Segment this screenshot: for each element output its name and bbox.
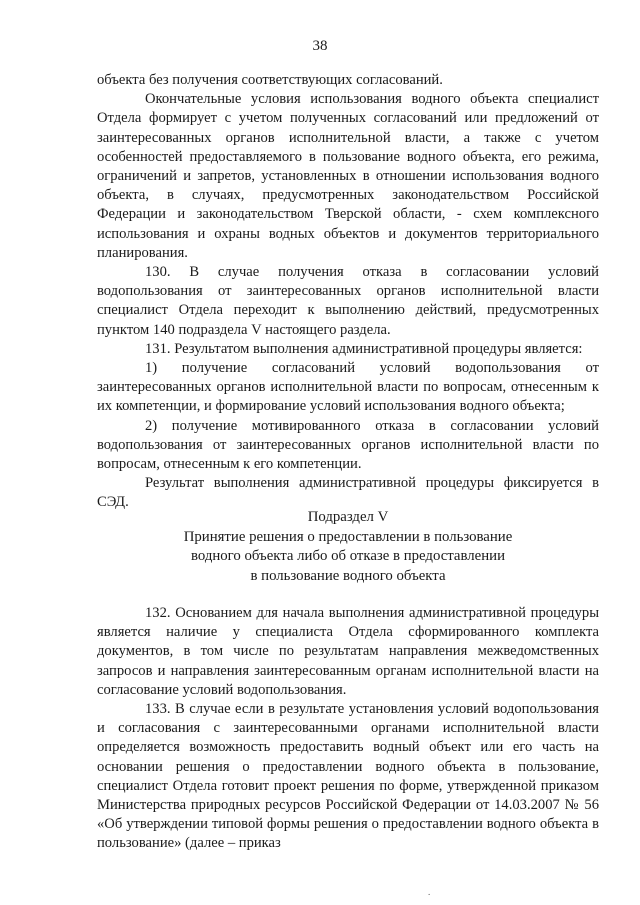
text-block-bottom [97, 604, 599, 854]
paragraph: 133. В случае если в результате установления условий водопользования и согласования с заинтересованными органами исполнительной власти определяется возможность предоставить водный объект или его часть на основании решения о предоставлении водного объекта в пользование, специалист Отдела готовит проект решения по форме, утвержденной приказом Министерства природных ресурсов Российской Федерации от 14.03.2007 № 56 «Об утверждении типовой формы решения о предоставлении водного объекта в пользование» (далее – приказ [97, 701, 599, 852]
paragraph: Результат выполнения административной процедуры фиксируется в СЭД. [97, 475, 599, 511]
page-number: 38 [312, 38, 328, 54]
scan-mark: . [428, 887, 431, 897]
subsection-label: Подраздел V [307, 509, 389, 525]
paragraph: 131. Результатом выполнения административной процедуры является: [145, 340, 583, 357]
subsection-title-line: в пользование водного объекта [250, 567, 446, 584]
paragraph: 2) получение мотивированного отказа в согласовании условий водопользования от заинтересованных органов исполнительной власти по вопросам, отнесенным к его компетенции. [97, 417, 599, 473]
paragraph: 130. В случае получения отказа в согласовании условий водопользования от заинтересованных органов исполнительной власти специалист Отдела переходит к выполнению действий, предусмотренных пунктом 140 подраздела V настоящего раздела. [97, 264, 599, 338]
paragraph: 1) получение согласований условий водопользования от заинтересованных органов исполнительной власти по вопросам, отнесенным к их компетенции, и формирование условий использования водного объекта; [97, 360, 599, 415]
text-block-top [97, 71, 599, 513]
paragraph: Окончательные условия использования водного объекта специалист Отдела формирует с учетом полученных согласований или предложений от заинтересованных органов исполнительной власти, а также с учетом особенностей предоставляемого в пользование водного объекта, его режима, ограничений и запретов, установленных в отношении использования водного объекта, в случаях, предусмотренных законодательством Российской Федерации и законодательством Тверской области, - схем комплексного использования и охраны водных объектов и документов территориального планирования. [97, 91, 599, 261]
paragraph: объекта без получения соответствующих согласований. [97, 72, 443, 88]
subsection-heading [97, 508, 599, 586]
subsection-title-line: водного объекта либо об отказе в предоставлении [190, 548, 505, 565]
subsection-title-line: Принятие решения о предоставлении в пользование [183, 528, 513, 545]
paragraph: 132. Основанием для начала выполнения административной процедуры является наличие у специалиста Отдела сформированного комплекта документов, в том числе по результатам направления межведомственных запросов и направления заинтересованным органам исполнительной власти на согласование условий водопользования. [97, 605, 599, 698]
